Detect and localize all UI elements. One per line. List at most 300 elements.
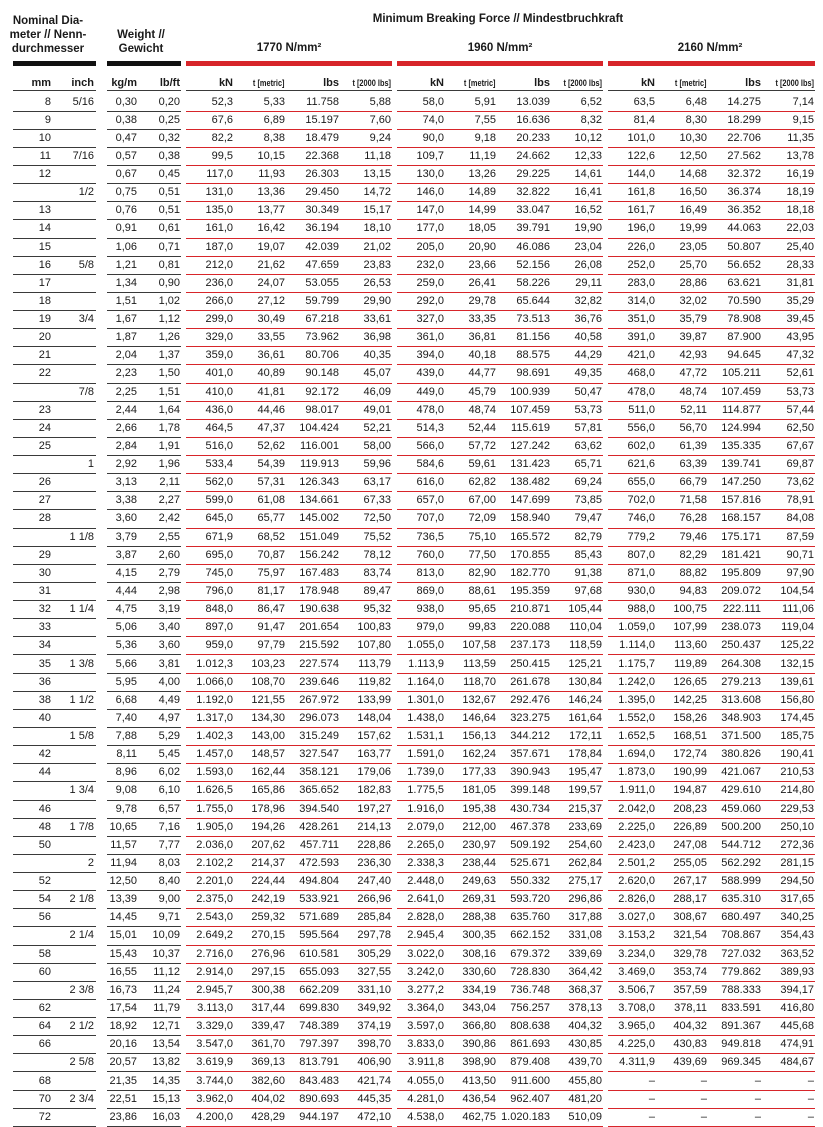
cell-t-metric-1960: 14,89 (468, 186, 496, 199)
cell-t-2000-1960: 178,84 (568, 748, 602, 761)
cell-lbs-1960: 399.148 (510, 784, 550, 797)
unit-kg-per-m: kg/m (111, 77, 137, 89)
cell-lbs-2160: 348.903 (721, 711, 761, 724)
cell-t-metric-2160: 113,60 (674, 639, 707, 652)
cell-mm: 21 (38, 349, 51, 362)
cell-lbs-1770: 571.689 (299, 911, 339, 924)
cell-t-2000-2160: 13,78 (786, 149, 814, 162)
cell-kg-per-m: 0,91 (115, 222, 137, 235)
cell-t-metric-2160: 247,08 (673, 838, 707, 851)
cell-lbs-2160: – (754, 1074, 761, 1087)
cell-t-metric-2160: 100,75 (673, 603, 707, 616)
cell-t-2000-1770: 45,07 (363, 367, 391, 380)
cell-t-metric-2160: 267,17 (673, 875, 707, 888)
cell-t-metric-1960: 44,77 (468, 367, 496, 380)
cell-lbs-1960: 210.871 (510, 603, 550, 616)
cell-t-2000-2160: 69,87 (786, 458, 814, 471)
cell-t-metric-1960: 343,04 (462, 1002, 496, 1014)
cell-lbs-2160: 788.333 (721, 983, 761, 996)
cell-lbs-1770: 394.540 (299, 802, 339, 815)
cell-lb-per-ft: 2,79 (158, 566, 180, 579)
cell-lb-per-ft: 0,51 (158, 204, 180, 217)
unit-lbs-2160: lbs (745, 77, 761, 89)
cell-kg-per-m: 18,92 (109, 1020, 137, 1033)
cell-t-2000-1770: 63,17 (363, 476, 391, 489)
cell-t-metric-2160: 126,65 (673, 675, 707, 688)
cell-inch (54, 764, 94, 782)
cell-t-metric-1960: 59,61 (468, 458, 496, 471)
cell-kn-2160: 1.114,0 (619, 639, 655, 652)
cell-t-2000-1960: 29,11 (575, 276, 602, 289)
cell-mm (13, 184, 51, 202)
cell-t-metric-1770: 382,60 (251, 1074, 285, 1087)
cell-mm: 29 (38, 548, 51, 561)
table-row (0, 166, 823, 184)
cell-t-metric-1960: 118,70 (463, 675, 496, 688)
cell-t-metric-2160: 42,93 (679, 349, 707, 362)
cell-t-metric-1960: 14,99 (468, 204, 496, 217)
cell-t-metric-1770: 54,39 (257, 458, 285, 471)
cell-lbs-1770: 457.711 (300, 838, 339, 851)
cell-lbs-1960: 29.225 (516, 168, 550, 181)
cell-kg-per-m: 20,16 (109, 1038, 137, 1051)
cell-inch: 1 1/4 (69, 603, 94, 616)
cell-lbs-2160: 70.590 (727, 294, 761, 307)
cell-kn-1960: 1.113,9 (408, 657, 444, 670)
cell-kn-2160: 511,0 (628, 403, 655, 416)
cell-lb-per-ft: 4,00 (158, 675, 180, 688)
cell-kn-1960: 514,3 (416, 421, 444, 434)
cell-kn-1960: 259,0 (416, 276, 444, 289)
cell-lb-per-ft: 6,10 (158, 784, 180, 797)
cell-inch: 1 1/2 (69, 693, 94, 706)
cell-t-metric-1770: 19,07 (257, 240, 285, 253)
cell-kn-2160: – (648, 1092, 655, 1105)
cell-lbs-2160: 250.437 (721, 639, 761, 652)
cell-kn-2160: 351,0 (627, 313, 655, 326)
cell-kn-2160: 4.311,9 (619, 1056, 655, 1069)
cell-kn-1770: 161,0 (205, 222, 233, 235)
cell-kn-1770: 464,5 (205, 421, 233, 434)
cell-lbs-2160: 175.171 (721, 530, 761, 543)
cell-lb-per-ft: 5,29 (158, 730, 180, 743)
cell-mm: 48 (38, 820, 51, 833)
cell-t-2000-2160: 119,04 (781, 621, 814, 634)
cell-kg-per-m: 14,45 (109, 911, 137, 924)
cell-mm: 32 (38, 603, 51, 616)
cell-t-metric-1960: 398,90 (462, 1056, 496, 1069)
cell-kg-per-m: 1,51 (115, 294, 137, 307)
cell-t-metric-2160: 430,83 (673, 1038, 707, 1051)
weight-line-2: Gewicht (118, 43, 164, 55)
cell-t-2000-1960: 368,37 (568, 983, 602, 996)
cell-kg-per-m: 5,36 (115, 639, 137, 652)
header-bar-weight (107, 61, 181, 66)
cell-kg-per-m: 0,75 (115, 186, 137, 199)
cell-t-2000-1770: 148,04 (357, 711, 391, 724)
cell-lb-per-ft: 14,35 (152, 1074, 180, 1087)
cell-kn-1770: 131,0 (205, 186, 233, 199)
cell-lb-per-ft: 12,71 (152, 1020, 180, 1033)
cell-t-2000-1960: 455,80 (568, 1074, 602, 1087)
table-row (0, 873, 823, 891)
cell-t-metric-1960: 249,63 (462, 875, 496, 888)
cell-kn-1770: 187,0 (205, 240, 233, 253)
cell-kn-1960: 2.079,0 (407, 820, 444, 833)
cell-t-2000-1770: 72,50 (363, 512, 391, 525)
cell-kn-2160: 988,0 (627, 603, 655, 616)
cell-t-metric-1770: 16,42 (257, 222, 285, 235)
cell-kn-1770: 359,0 (205, 349, 233, 362)
cell-t-2000-1770: 9,24 (369, 131, 391, 144)
table-row (0, 764, 823, 782)
cell-kn-1960: 813,0 (416, 566, 444, 579)
table-row (0, 1000, 823, 1018)
cell-t-2000-1960: 233,69 (568, 820, 602, 833)
cell-t-2000-2160: 214,80 (780, 784, 814, 797)
cell-lbs-1770: 890.693 (299, 1092, 339, 1105)
cell-t-metric-1770: 121,55 (251, 693, 285, 706)
cell-t-2000-2160: 185,75 (780, 730, 814, 743)
cell-kg-per-m: 17,54 (109, 1002, 137, 1014)
cell-t-2000-2160: 445,68 (780, 1020, 814, 1033)
cell-lbs-2160: 313.608 (721, 693, 761, 706)
cell-lbs-2160: 209.072 (721, 585, 761, 597)
cell-t-metric-1960: 29,78 (468, 294, 496, 307)
cell-inch (54, 112, 94, 130)
cell-t-metric-2160: 208,23 (673, 802, 707, 815)
cell-kn-2160: 779,2 (627, 530, 655, 543)
weight-line-1: Weight // (117, 29, 165, 41)
cell-t-2000-1960: 8,32 (580, 113, 602, 126)
cell-inch (54, 365, 94, 383)
table-row (0, 148, 823, 166)
cell-kg-per-m: 15,01 (109, 929, 137, 942)
unit-t-metric-2160: t [metric] (675, 78, 707, 88)
cell-kn-2160: 930,0 (627, 585, 655, 597)
grade-1770-header: 1770 N/mm² (256, 42, 322, 54)
cell-kg-per-m: 3,60 (115, 512, 137, 525)
cell-t-metric-2160: 14,68 (679, 168, 707, 181)
table-row (0, 347, 823, 365)
cell-t-metric-1770: 276,96 (251, 947, 285, 960)
cell-lbs-2160: 891.367 (721, 1020, 761, 1033)
cell-mm: 26 (38, 476, 51, 489)
cell-t-metric-2160: 226,89 (673, 820, 707, 833)
cell-lbs-1960: 131.423 (510, 458, 550, 471)
cell-kg-per-m: 9,08 (115, 784, 137, 797)
cell-lbs-1960: 24.662 (516, 149, 550, 162)
cell-lbs-1960: 962.407 (510, 1092, 550, 1105)
cell-t-2000-1770: 13,15 (363, 168, 391, 181)
cell-t-metric-1770: 75,97 (257, 566, 285, 579)
cell-inch (54, 220, 94, 238)
header-bar-1770 (186, 61, 392, 66)
cell-kn-2160: 556,0 (627, 421, 655, 434)
cell-lbs-1770: 428.261 (299, 820, 339, 833)
cell-t-metric-2160: 71,58 (679, 494, 707, 507)
cell-t-2000-2160: 43,95 (786, 331, 814, 344)
cell-kn-2160: 81,4 (633, 113, 655, 126)
cell-t-2000-1770: 14,72 (363, 186, 391, 199)
cell-t-metric-1770: 47,37 (257, 421, 285, 434)
cell-lb-per-ft: 6,02 (158, 766, 180, 779)
cell-mm: 11 (39, 149, 51, 162)
cell-kg-per-m: 15,43 (109, 947, 137, 960)
unit-t-2000-1960: t [2000 lbs] (563, 78, 602, 88)
table-row (0, 583, 823, 601)
cell-t-metric-2160: 357,59 (673, 983, 707, 996)
cell-kn-1770: 848,0 (205, 603, 233, 616)
cell-kn-1770: 1.457,0 (196, 748, 233, 761)
cell-mm (13, 855, 51, 873)
cell-t-2000-1770: 228,86 (357, 838, 391, 851)
cell-t-metric-2160: 404,32 (673, 1020, 707, 1033)
cell-lbs-1770: 98.017 (305, 403, 339, 416)
grade-1960-header: 1960 N/mm² (467, 42, 533, 54)
cell-t-2000-1960: 199,57 (568, 784, 602, 797)
cell-mm: 62 (38, 1002, 51, 1014)
cell-t-2000-1770: 236,30 (357, 856, 391, 869)
cell-mm (13, 782, 51, 800)
cell-t-metric-1770: 134,30 (251, 711, 285, 724)
cell-mm: 54 (38, 893, 51, 906)
cell-t-2000-2160: 340,25 (780, 911, 814, 924)
cell-lb-per-ft: 1,37 (158, 349, 180, 362)
cell-lbs-1960: 390.943 (510, 766, 550, 779)
cell-inch (54, 510, 94, 528)
cell-mm: 50 (38, 838, 51, 851)
cell-t-2000-2160: 73,62 (786, 476, 814, 489)
cell-t-2000-2160: 90,71 (786, 548, 814, 561)
cell-lb-per-ft: 1,64 (158, 403, 180, 416)
cell-t-2000-1770: 75,52 (363, 530, 391, 543)
cell-kn-1960: 109,7 (416, 149, 444, 162)
cell-t-metric-2160: 82,29 (679, 548, 707, 561)
cell-t-2000-2160: 272,36 (780, 838, 814, 851)
cell-t-metric-1960: 33,35 (468, 313, 496, 326)
cell-mm (13, 529, 51, 547)
cell-kg-per-m: 0,57 (115, 149, 137, 162)
cell-lbs-1770: 126.343 (299, 476, 339, 489)
cell-t-metric-1960: 95,65 (468, 603, 496, 616)
cell-t-metric-1960: 334,19 (462, 983, 496, 996)
cell-lbs-1960: 728.830 (510, 965, 550, 978)
cell-lbs-1960: 237.173 (510, 639, 550, 652)
cell-kn-1960: 979,0 (416, 621, 444, 634)
cell-kn-1770: 1.402,3 (196, 730, 233, 743)
cell-t-metric-1960: 57,72 (468, 439, 496, 452)
cell-lb-per-ft: 8,40 (158, 875, 180, 888)
cell-kn-1960: 3.597,0 (407, 1020, 444, 1033)
cell-kg-per-m: 10,65 (109, 820, 137, 833)
cell-kg-per-m: 4,44 (115, 585, 137, 597)
cell-t-2000-2160: 111,06 (781, 603, 814, 616)
cell-mm: 38 (38, 693, 51, 706)
cell-lbs-1770: 116.001 (300, 439, 339, 452)
cell-t-metric-1770: 300,38 (251, 983, 285, 996)
cell-t-2000-1770: 179,06 (357, 766, 391, 779)
cell-lbs-2160: 833.591 (721, 1002, 761, 1014)
cell-t-2000-2160: 62,50 (786, 421, 814, 434)
cell-kn-2160: – (648, 1074, 655, 1087)
cell-t-metric-1770: 178,96 (251, 802, 285, 815)
cell-kg-per-m: 2,84 (115, 439, 137, 452)
cell-lbs-1770: 92.172 (305, 385, 339, 398)
cell-lbs-1960: 679.372 (510, 947, 550, 960)
cell-lb-per-ft: 1,91 (158, 439, 180, 452)
cell-lbs-1960: 430.734 (510, 802, 550, 815)
cell-lbs-1770: 90.148 (305, 367, 339, 380)
cell-t-2000-1770: 472,10 (357, 1110, 391, 1123)
cell-lbs-2160: 181.421 (721, 548, 761, 561)
cell-kn-1960: 232,0 (416, 258, 444, 271)
cell-kn-2160: 3.234,0 (618, 947, 655, 960)
cell-lbs-1770: 662.209 (299, 983, 339, 996)
table-row (0, 674, 823, 692)
cell-kn-1770: 117,0 (206, 168, 233, 181)
cell-kn-1960: 616,0 (416, 476, 444, 489)
cell-lbs-2160: 78.908 (727, 313, 761, 326)
cell-lbs-1960: 861.693 (510, 1038, 550, 1051)
table-row (0, 982, 823, 1000)
cell-t-2000-1960: 16,52 (574, 204, 602, 217)
cell-kn-1960: 3.364,0 (407, 1002, 444, 1014)
cell-mm: 31 (38, 585, 51, 597)
cell-mm: 12 (38, 168, 51, 181)
cell-kn-1960: 707,0 (416, 512, 444, 525)
cell-t-2000-1770: 5,88 (369, 95, 391, 108)
cell-t-metric-1960: 156,13 (462, 730, 496, 743)
cell-inch (54, 837, 94, 855)
cell-t-metric-2160: 158,26 (673, 711, 707, 724)
cell-t-metric-1770: 70,87 (257, 548, 285, 561)
cell-kg-per-m: 12,50 (109, 875, 137, 888)
cell-t-metric-1770: 97,79 (257, 639, 285, 652)
cell-kn-1770: 236,0 (205, 276, 233, 289)
cell-kg-per-m: 0,76 (115, 204, 137, 217)
cell-inch (54, 909, 94, 927)
cell-t-2000-1960: 439,70 (568, 1056, 602, 1069)
cell-lbs-2160: 279.213 (721, 675, 761, 688)
cell-kn-2160: 702,0 (627, 494, 655, 507)
cell-inch: 1 (87, 458, 94, 471)
cell-lbs-2160: 147.250 (721, 476, 761, 489)
cell-t-metric-2160: 439,69 (673, 1056, 707, 1069)
cell-lbs-1960: 736.748 (510, 983, 550, 996)
cell-mm (13, 982, 51, 1000)
cell-lb-per-ft: 1,26 (158, 331, 180, 344)
cell-mm: 46 (38, 802, 51, 815)
cell-t-metric-2160: 172,74 (673, 748, 707, 761)
cell-inch (54, 565, 94, 583)
cell-t-2000-2160: 125,22 (780, 639, 814, 652)
cell-t-2000-1960: 10,12 (574, 131, 602, 144)
cell-inch (54, 474, 94, 492)
cell-kn-1960: 584,6 (416, 458, 444, 471)
cell-kn-1960: 90,0 (422, 131, 444, 144)
cell-kn-2160: 602,0 (627, 439, 655, 452)
table-row (0, 438, 823, 456)
cell-lbs-2160: 544.712 (721, 838, 761, 851)
cell-kn-2160: 807,0 (627, 548, 655, 561)
cell-mm: 52 (38, 875, 51, 888)
cell-kn-2160: 871,0 (627, 566, 655, 579)
unit-lbs-1960: lbs (534, 77, 550, 89)
cell-lb-per-ft: 0,32 (158, 131, 180, 144)
cell-t-2000-2160: 52,61 (786, 367, 814, 380)
cell-t-2000-1770: 157,62 (357, 730, 391, 743)
cell-lbs-2160: 124.994 (721, 421, 761, 434)
cell-kn-1770: 695,0 (205, 548, 233, 561)
cell-t-2000-1770: 89,47 (363, 585, 391, 597)
cell-kn-1770: 1.066,0 (196, 675, 233, 688)
cell-kn-1770: 2.914,0 (196, 965, 233, 978)
cell-lbs-1770: 80.706 (305, 349, 339, 362)
cell-mm (13, 927, 51, 945)
cell-t-2000-1770: 113,79 (358, 657, 391, 670)
cell-kn-1770: 2.945,7 (196, 983, 233, 996)
cell-mm: 15 (38, 240, 51, 253)
cell-kn-1960: 361,0 (416, 331, 444, 344)
cell-t-metric-1770: 10,15 (257, 149, 285, 162)
cell-lb-per-ft: 11,79 (153, 1002, 180, 1014)
cell-t-metric-1770: 214,37 (251, 856, 285, 869)
table-row (0, 1091, 823, 1109)
cell-inch (54, 347, 94, 365)
cell-lbs-1960: 357.671 (510, 748, 550, 761)
cell-lb-per-ft: 4,49 (158, 693, 180, 706)
cell-kn-1770: 959,0 (205, 639, 233, 652)
cell-lb-per-ft: 0,45 (158, 168, 180, 181)
cell-lbs-1960: 13.039 (516, 95, 550, 108)
cell-kn-1960: 3.277,2 (407, 983, 444, 996)
cell-kg-per-m: 1,34 (115, 276, 137, 289)
header-bar-2160 (608, 61, 815, 66)
table-row (0, 311, 823, 329)
cell-kn-1770: 52,3 (211, 95, 233, 108)
cell-lbs-2160: 18.299 (727, 113, 761, 126)
cell-lb-per-ft: 16,03 (152, 1110, 180, 1123)
cell-lbs-2160: 421.067 (721, 766, 761, 779)
cell-inch (54, 275, 94, 293)
unit-underline-1960 (397, 90, 603, 91)
table-row (0, 927, 823, 945)
cell-lb-per-ft: 2,11 (159, 476, 180, 489)
cell-t-metric-2160: 61,39 (679, 439, 707, 452)
cell-kg-per-m: 13,39 (109, 893, 137, 906)
cell-kn-1960: 327,0 (416, 313, 444, 326)
cell-t-2000-1770: 374,19 (357, 1020, 391, 1033)
cell-kn-1770: 516,0 (205, 439, 233, 452)
cell-t-metric-2160: 35,79 (679, 313, 707, 326)
cell-kn-1770: 599,0 (205, 494, 233, 507)
cell-kg-per-m: 0,38 (115, 113, 137, 126)
cell-t-2000-1960: 57,81 (574, 421, 602, 434)
cell-kn-2160: 4.225,0 (618, 1038, 655, 1051)
cell-kn-2160: 2.501,2 (618, 856, 655, 869)
cell-t-metric-2160: 25,70 (679, 258, 707, 271)
cell-t-metric-1960: 300,35 (462, 929, 496, 942)
cell-kn-2160: 1.652,5 (618, 730, 655, 743)
table-row (0, 1109, 823, 1127)
cell-t-metric-2160: 288,17 (673, 893, 707, 906)
unit-underline-2160 (608, 90, 815, 91)
cell-kn-2160: 621,6 (627, 458, 655, 471)
cell-lbs-1960: 32.822 (516, 186, 550, 199)
cell-kg-per-m: 9,78 (115, 802, 137, 815)
cell-lbs-2160: 50.807 (727, 240, 761, 253)
